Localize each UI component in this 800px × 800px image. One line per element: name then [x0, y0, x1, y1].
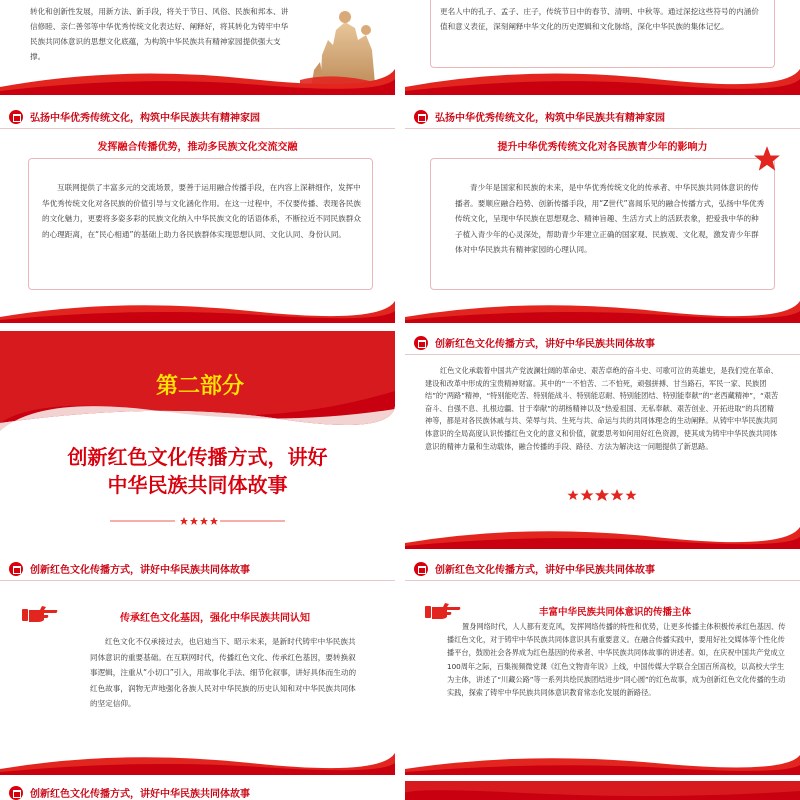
slide-subtitle: 丰富中华民族共同体意识的传播主体: [538, 607, 691, 618]
slide-header-title: 创新红色文化传播方式，讲好中华民族共同体故事: [30, 789, 250, 800]
slide-header-title: 弘扬中华优秀传统文化，构筑中华民族共有精神家园: [30, 113, 260, 124]
star-row-decoration: [565, 489, 640, 501]
slide-9: [0, 781, 395, 800]
slide-4-body: 青少年是国家和民族的未来，是中华优秀传统文化的传承者、中华民族共同体意识的传播者。要顺应融合趋势、创新传播手段，用“Z世代”喜闻乐见的融合传播方式，弘扬中华优秀传统文化，呈现中华民族在思想观念、精神旨趣、生活方式上的活跃表象，把爱我中华的种子植入青少年的心灵深处，帮助青少年建立正确的国家观、民族观、文化观，激发青少年群体对中华民族共有精神家园的心理认同。: [455, 183, 765, 254]
red-wave-decoration: [0, 735, 395, 775]
slide-subtitle: 提升中华优秀传统文化对各民族青少年的影响力: [497, 142, 708, 153]
book-icon: [414, 562, 428, 576]
red-wave-decoration: [405, 741, 800, 775]
slide-4: [405, 105, 800, 323]
book-icon: [414, 110, 428, 124]
red-wave-decoration: [405, 65, 800, 95]
red-wave-decoration: [0, 283, 395, 323]
slide-header: [0, 557, 395, 581]
slide-6-body: 红色文化承载着中国共产党波澜壮阔的革命史、艰苦卓绝的奋斗史、可歌可泣的英雄史，是我们党在革命、建设和改革中形成的宝贵精神财富。其中的“一不怕苦、二不怕死，顽强拼搏、甘当路石，军民一家、民族团结”的“两路”精神，“特别能吃苦、特别能战斗、特别能忍耐、特别能团结、特别能奉献”的“老西藏精神”，“艰苦奋斗、自强不息、扎根边疆、甘于奉献”的胡杨精神以及“热爱祖国、无私奉献、艰苦创业、开拓进取”的兵团精神等，都是对各民族休戚与共、荣辱与共、生死与共、命运与共的共同体理念的生动阐释。从铸牢中华民族共同体意识的全局高度认识传播红色文化的意义和价值，就要思考如何用好红色资源，使其成为铸牢中华民族共同体意识的精神力量和生动载体，融合传播的手段、路径、方法为解决这一问题提供了新思路。: [425, 366, 779, 451]
slide-7-body: 红色文化不仅承接过去，也启迪当下、昭示未来，是新时代铸牢中华民族共同体意识的重要基础。在互联网时代，传播红色文化、传承红色基因，要转换叙事逻辑，注重从“小切口”引入，用故事化手法、细节化叙事，讲好具体而生动的红色故事，润物无声地强化各族人民对中华民族的历史认知和对中华民族共同体的坚定信仰。: [90, 637, 357, 708]
slide-header-title: 创新红色文化传播方式，讲好中华民族共同体故事: [435, 339, 655, 350]
slide-1: [0, 0, 395, 95]
slide-8-body: 置身网络时代，人人都有麦克风，发挥网络传播的特性和优势，让更多传播主体积极传承红色基因、传播红色文化，对于铸牢中华民族共同体意识具有重要意义。在融合传播实践中，要用好社交媒体等个性化传播平台，鼓励社会各界成为红色基因的传承者、中华民族共同体故事的讲述者。如，在庆祝中国共产党成立100周年之际，百集视频微党课《红色文物青年说》上线，中国传媒大学联合全国百所高校，以高校大学生为主体，讲述了“川藏公路”等一系列共绘民族团结进步“同心圆”的红色故事，成为创新红色文化传播的生动实践，探索了铸牢中华民族共同体意识教育常态化发展的新路径。: [447, 622, 786, 698]
slide-header: [405, 105, 800, 129]
slide-3: [0, 105, 395, 323]
slide-2-body: 更名人中的孔子、孟子、庄子，传统节日中的春节、清明、中秋等。通过深挖这些符号的内涵价值和意义表征，深刻阐释中华文化的历史逻辑和文化脉络，深化中华民族的集体记忆。: [440, 7, 759, 31]
slide-header-title: 弘扬中华优秀传统文化，构筑中华民族共有精神家园: [435, 113, 665, 124]
slide-header: [0, 105, 395, 129]
slide-subtitle: 发挥融合传播优势，推动多民族文化交流交融: [97, 142, 298, 153]
red-wave-decoration: [405, 283, 800, 323]
section-background: [405, 781, 800, 800]
book-icon: [9, 786, 23, 800]
slide-8: [405, 557, 800, 775]
section-title-line-1: 创新红色文化传播方式，讲好: [67, 445, 328, 469]
slide-6: [405, 331, 800, 549]
book-icon: [9, 562, 23, 576]
slide-subtitle: 传承红色文化基因，强化中华民族共同认知: [120, 613, 310, 624]
red-star-icon: [753, 145, 781, 173]
slide-5-section-cover: [0, 331, 395, 549]
slide-header: [405, 557, 800, 581]
slide-1-body: 转化和创新性发展，用新方法、新手段，将关于节日、风俗、民族和邦本、讲信修睦、亲仁善邻等中华优秀传统文化表达好、阐释好，将其转化为铸牢中华民族共同体意识的思想文化底蕴，为构筑中华民族共有精神家园提供强大支撑。: [30, 7, 289, 61]
slide-header-title: 创新红色文化传播方式，讲好中华民族共同体故事: [30, 565, 250, 576]
book-icon: [414, 336, 428, 350]
slide-10: [405, 781, 800, 800]
star-divider: [110, 516, 285, 526]
slide-2: [405, 0, 800, 95]
slide-7: [0, 557, 395, 775]
slide-header: [0, 781, 395, 800]
slide-header: [405, 331, 800, 355]
book-icon: [9, 110, 23, 124]
slide-3-body: 互联网提供了丰富多元的交流场景，要善于运用融合传播手段，在内容上深耕细作，发挥中华优秀传统文化对各民族的价值引导与文化涵化作用。在这一过程中，不仅要传播、表现各民族的文化魅力，更要将多姿多彩的民族文化纳入中华民族文化的话语体系，不断拉近不同民族群众的心理距离，在“民心相通”的基础上助力各民族群体实现思想认同、文化认同、身份认同。: [42, 183, 361, 239]
red-wave-decoration: [0, 65, 395, 95]
red-wave-decoration: [405, 509, 800, 549]
slide-header-title: 创新红色文化传播方式，讲好中华民族共同体故事: [435, 565, 655, 576]
section-title-line-2: 中华民族共同体故事: [107, 473, 288, 497]
section-part-label: 第二部分: [155, 374, 244, 399]
